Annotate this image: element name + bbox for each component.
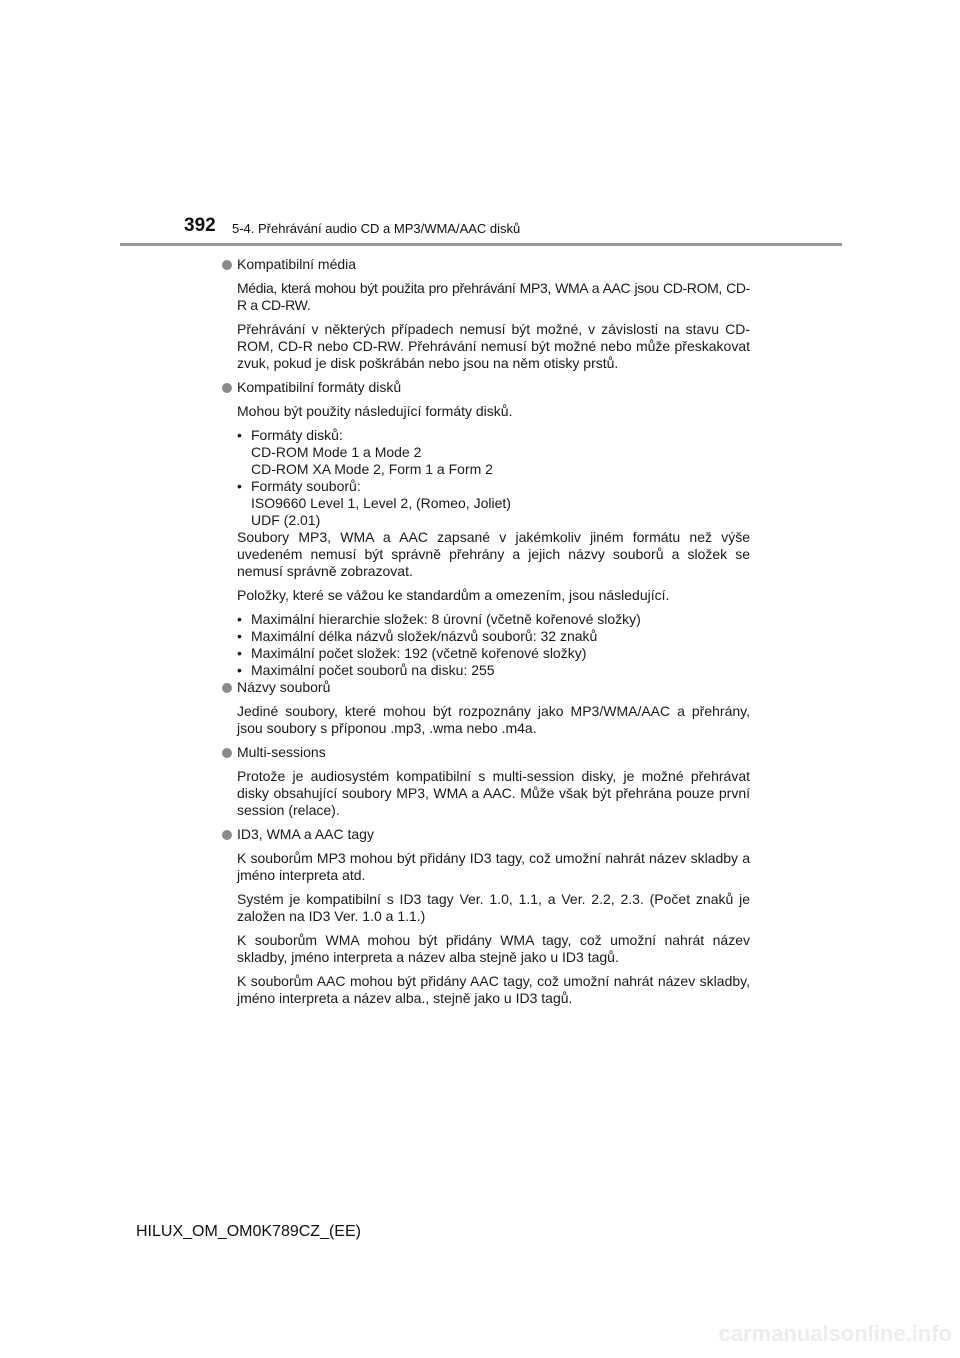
paragraph: Přehrávání v některých případech nemusí být možné, v závislosti na stavu CD-ROM, CD-R nebo CD-RW. Přehrávání nemusí být možné nebo může přeskakovat zvuk, pokud je disk poškrábán nebo jsou na něm otisky prstů.: [237, 321, 750, 371]
circle-bullet-icon: [222, 830, 232, 840]
watermark: carmanualsonline.info: [718, 1321, 952, 1346]
paragraph: K souborům AAC mohou být přidány AAC tagy, což umožní nahrát název skladby, jméno interpreta a název alba., stejně jako u ID3 tagů.: [237, 973, 750, 1006]
section-heading-media: [222, 256, 750, 273]
section-title: Multi-sessions: [237, 744, 326, 760]
paragraph: Soubory MP3, WMA a AAC zapsané v jakémkoliv jiném formátu než výše uvedeném nemusí být správně přehrány a jejich názvy souborů a složek se nemusí správně zobrazovat.: [237, 529, 750, 579]
list-item: • Maximální hierarchie složek: 8 úrovní (včetně kořenové složky): [237, 611, 750, 628]
section-heading-tags: [222, 826, 750, 843]
paragraph: K souborům WMA mohou být přidány WMA tagy, což umožní nahrát název skladby, jméno interpreta a název alba stejně jako u ID3 tagů.: [237, 932, 750, 965]
paragraph: Média, která mohou být použita pro přehrávání MP3, WMA a AAC jsou CD-ROM, CD-R a CD-RW.: [237, 280, 750, 313]
circle-bullet-icon: [222, 383, 232, 393]
list-item-label: Formáty souborů:: [251, 478, 361, 494]
paragraph: Položky, které se vážou ke standardům a omezením, jsou následující.: [237, 587, 670, 603]
section-title: Názvy souborů: [237, 679, 331, 695]
circle-bullet-icon: [222, 260, 232, 270]
format-list: [222, 427, 750, 529]
section-title: Kompatibilní formáty disků: [237, 379, 402, 395]
section-heading-multisession: [222, 744, 750, 761]
page-content: [222, 256, 750, 1007]
paragraph: Protože je audiosystém kompatibilní s multi-session disky, je možné přehrávat disky obsahující soubory MP3, WMA a AAC. Může však být přehrána pouze první session (relace).: [237, 768, 750, 818]
list-subitem: UDF (2.01): [251, 512, 321, 528]
list-item: [237, 427, 750, 478]
list-subitem: CD-ROM XA Mode 2, Form 1 a Form 2: [251, 461, 493, 477]
footer-doc-code: HILUX_OM_OM0K789CZ_(EE): [136, 1223, 361, 1240]
list-item: • Maximální délka názvů složek/názvů souborů: 32 znaků: [237, 628, 750, 645]
list-item: • Maximální počet souborů na disku: 255: [237, 662, 750, 679]
header-divider: [120, 243, 842, 246]
running-head: 5-4. Přehrávání audio CD a MP3/WMA/AAC disků: [232, 221, 521, 236]
limits-list: [222, 611, 750, 679]
page-number: 392: [184, 215, 216, 236]
list-item: [237, 478, 750, 529]
paragraph: Mohou být použity následující formáty disků.: [237, 403, 513, 419]
list-item-label: Formáty disků:: [251, 427, 343, 443]
circle-bullet-icon: [222, 683, 232, 693]
list-item: • Maximální počet složek: 192 (včetně kořenové složky): [237, 645, 750, 662]
paragraph: Systém je kompatibilní s ID3 tagy Ver. 1.0, 1.1, a Ver. 2.2, 2.3. (Počet znaků je založen na ID3 Ver. 1.0 a 1.1.): [237, 891, 750, 924]
section-title: ID3, WMA a AAC tagy: [237, 826, 374, 842]
list-subitem: CD-ROM Mode 1 a Mode 2: [251, 444, 422, 460]
list-subitem: ISO9660 Level 1, Level 2, (Romeo, Joliet): [251, 495, 511, 511]
section-heading-filenames: [222, 679, 750, 696]
circle-bullet-icon: [222, 748, 232, 758]
section-heading-formats: [222, 379, 750, 396]
paragraph: K souborům MP3 mohou být přidány ID3 tagy, což umožní nahrát název skladby a jméno interpreta atd.: [237, 850, 750, 883]
section-title: Kompatibilní média: [237, 256, 357, 272]
paragraph: Jediné soubory, které mohou být rozpoznány jako MP3/WMA/AAC a přehrány, jsou soubory s příponou .mp3, .wma nebo .m4a.: [237, 703, 750, 736]
